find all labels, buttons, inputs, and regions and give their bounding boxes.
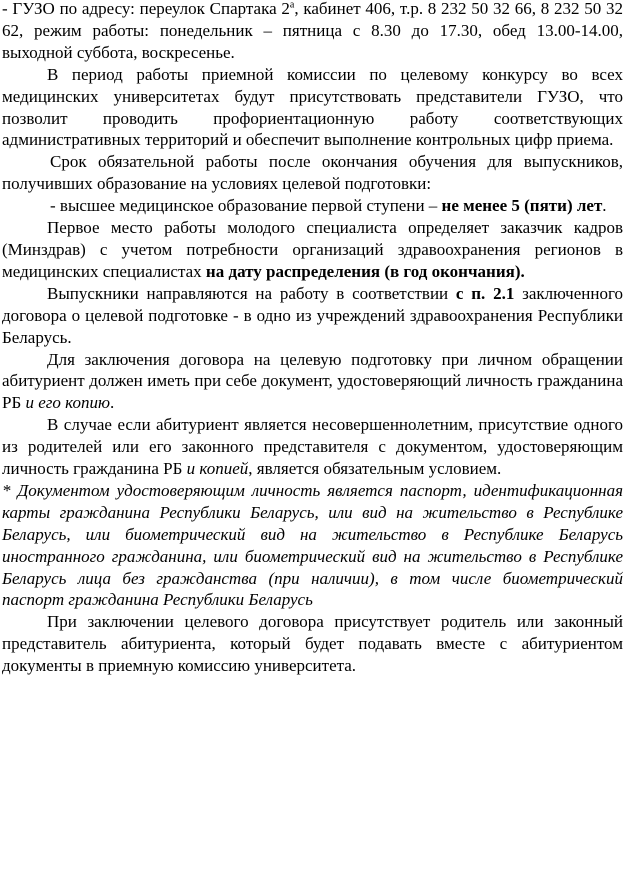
paragraph-admission-period: В период работы приемной комиссии по целевому конкурсу во всех медицинских университетах будут присутствовать представители ГУЗО, что позволит проводить профориентационную работу соответствующих административных территорий и обеспечит выполнение контрольных цифр приема. (2, 64, 623, 150)
distribution-date: на дату распределения (в год окончания). (205, 261, 525, 281)
paragraph-minor-applicant: В случае если абитуриент является несовершеннолетним, присутствие одного из родителей или его законного представителя с документом, удостоверяющим личность гражданина РБ и копией, является обязательным условием. (2, 415, 623, 479)
paragraph-work-term: Срок обязательной работы после окончания обучения для выпускников, получивших образование на условиях целевой подготовки: (2, 152, 623, 194)
paragraph-address (2, 0, 623, 64)
copy-note: и его копию (25, 393, 110, 413)
address-text-continued: , кабинет 406, т.р. 8 232 50 32 66, 8 232 50 32 62, режим работы: понедельник – пятница с 8.30 до 17.30, обед 13.00-14.00, выходной суббота, воскресенье. (2, 0, 623, 62)
term-duration: не менее 5 (пяти) лет (441, 196, 603, 216)
paragraph-first-workplace: Первое место работы молодого специалиста определяет заказчик кадров (Минздрав) с учетом потребности организаций здравоохранения регионов в медицинских специалистах на дату распределения (в год окончания). (2, 218, 623, 281)
copy-note-minor: и копией (186, 459, 249, 479)
paragraph-higher-education: - высшее медицинское образование первой ступени – не менее 5 (пяти) лет. (50, 196, 607, 216)
paragraph-graduates: Выпускники направляются на работу в соответствии с п. 2.1 заключенного договора о целевой подготовке - в одно из учреждений здравоохранения Республики Беларусь. (2, 283, 624, 347)
paragraph-contract-documents: Для заключения договора на целевую подготовку при личном обращении абитуриент должен иметь при себе документ, удостоверяющий личность гражданина РБ и его копию. (2, 349, 623, 413)
address-text: - ГУЗО по адресу: переулок Спартака 2 (2, 0, 290, 18)
paragraph-parent-presence: При заключении целевого договора присутствует родитель или законный представитель абитуриента, который будет подавать вместе с абитуриентом документы в приемную комиссию университета. (2, 612, 623, 676)
footnote-identity-document: * Документом удостоверяющим личность является паспорт, идентификационная карты гражданина Республики Беларусь, или вид на жительство в Республике Беларусь, или биометрический вид на жительство в Республике Беларусь иностранного гражданина, или биометрический вид на жительство в Республике Беларусь лица без гражданства (при наличии), в том числе биометрический паспорт гражданина Республики Беларусь (2, 480, 623, 610)
contract-clause: с п. 2.1 (455, 283, 515, 303)
address-superscript: а (289, 0, 295, 11)
